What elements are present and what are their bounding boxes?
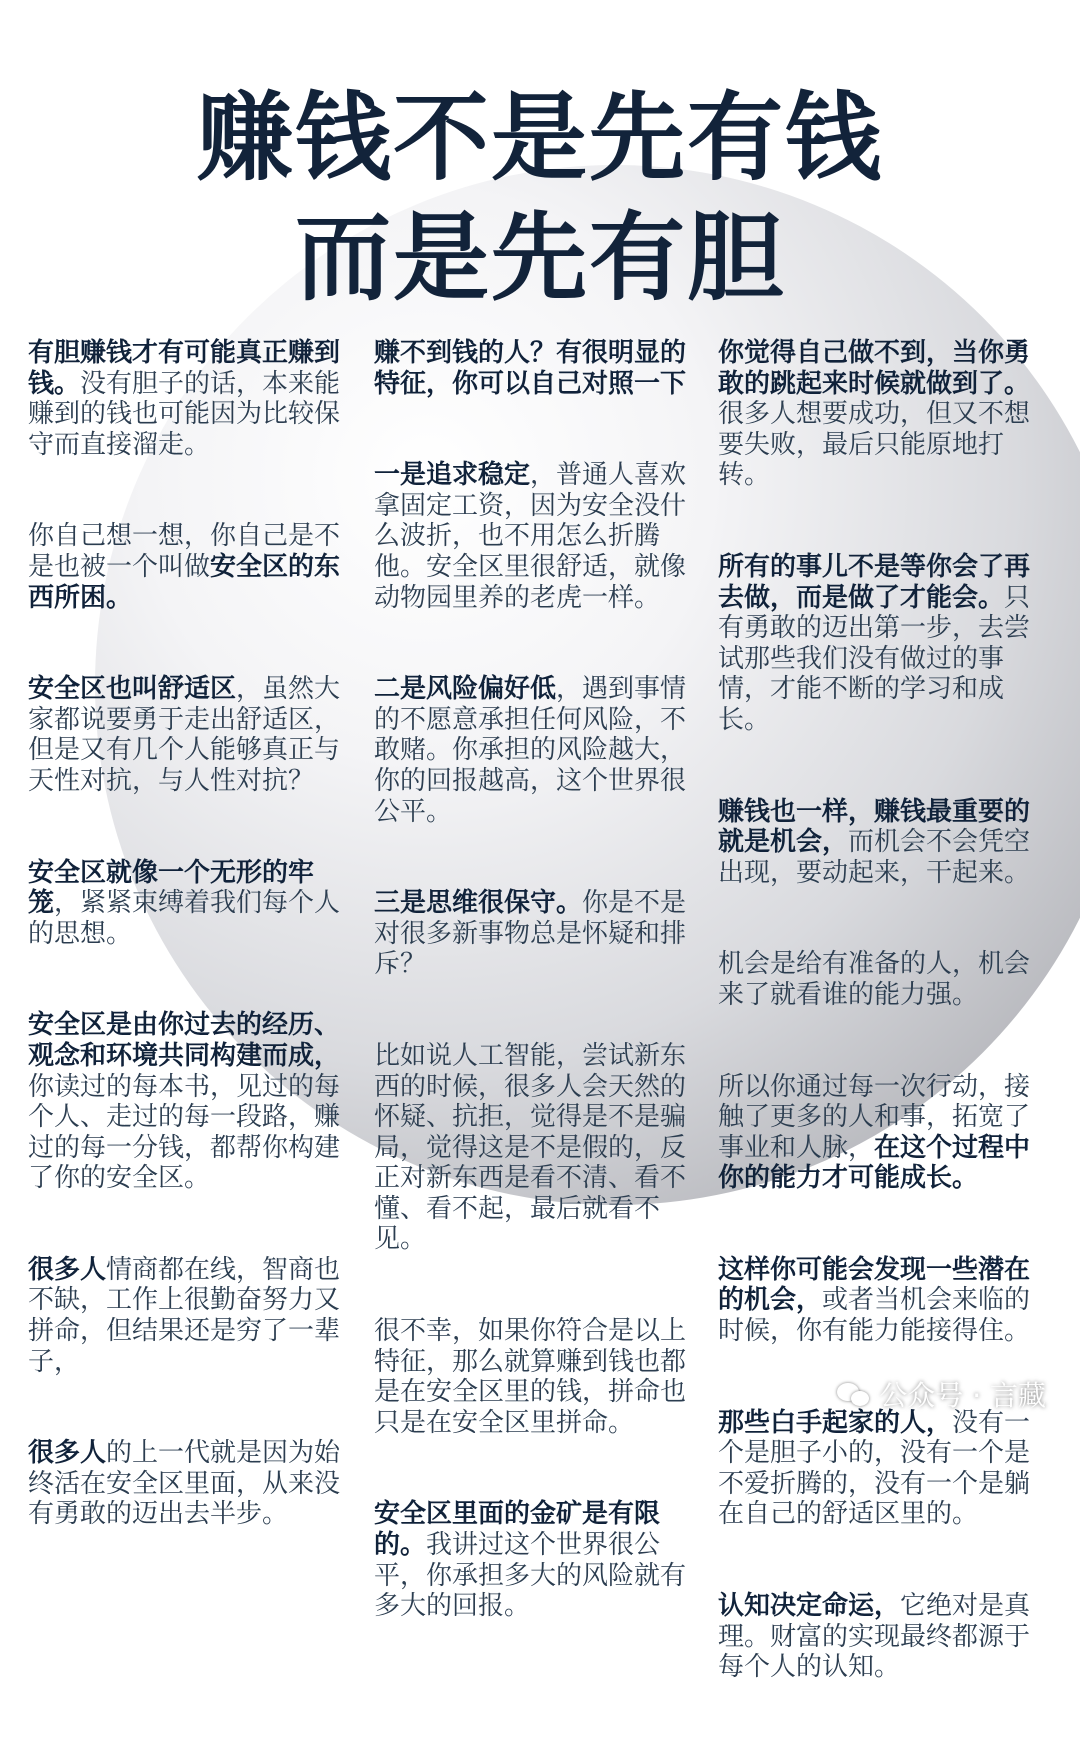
bold-text: 安全区是由你过去的经历、观念和环境共同构建而成， [28,1010,341,1071]
bold-text: 认知决定命运， [718,1591,901,1622]
column-3 [718,338,1048,1744]
body-text: ，普通人喜欢拿固定工资，因为安全没什么波折，也不用怎么折腾他。安全区里很舒适，就像动物园里养的老虎一样。 [374,460,687,613]
paragraph [374,338,694,399]
bold-text: 很多人 [28,1438,107,1469]
body-text: 而机会不会凭空出现，要动起来，干起来。 [718,827,1031,888]
bold-text: 在这个过程中你的能力才可能成长。 [718,1132,1031,1194]
bold-text: 一是追求稳定 [374,460,531,491]
title-line-1: 赚钱不是先有钱 [197,82,883,194]
watermark [837,1374,1046,1414]
bold-text: 二是风险偏好低 [374,674,557,705]
paragraph [28,1255,346,1377]
paragraph [718,797,1048,889]
paragraph [718,552,1048,736]
page-title [0,78,1080,318]
paragraph [28,338,346,460]
paragraph [374,1499,694,1621]
title-line-2: 而是先有胆 [295,202,785,314]
body-text: 你读过的每本书，见过的每个人、走过的每一段路，赚过的每一分钱，都帮你构建了你的安全区。 [28,1071,341,1194]
bold-text: 很多人 [28,1254,107,1285]
wechat-icon [837,1381,871,1407]
bold-text: 赚钱也一样，赚钱最重要的就是机会， [718,796,1031,858]
column-2 [374,338,694,1683]
paragraph [28,521,346,613]
bold-text: 安全区的东西所困。 [28,551,341,613]
paragraph [374,1041,694,1255]
bold-text: 有胆赚钱才有可能真正赚到钱。 [28,338,341,399]
body-text: ，遇到事情的不愿意承担任何风险，不敢赌。你承担的风险越大，你的回报越高，这个世界很公平。 [374,674,687,827]
bold-text: 安全区就像一个无形的牢笼 [28,857,315,919]
body-text: 没有胆子的话，本来能赚到的钱也可能因为比较保守而直接溜走。 [28,368,341,460]
paragraph [718,949,1048,1010]
bold-text: 安全区也叫舒适区 [28,674,237,705]
paragraph [28,1010,346,1194]
paragraph [374,888,694,980]
bold-text: 所有的事儿不是等你会了再去做，而是做了才能会。 [718,551,1031,613]
paragraph [374,460,694,613]
body-text: 你是不是对很多新事物总是怀疑和排斥？ [374,888,687,980]
body-text: ，虽然大家都说要勇于走出舒适区，但是又有几个人能够真正与天性对抗，与人性对抗？ [28,674,341,796]
paragraph [718,1255,1048,1347]
body-text: 所以你通过每一次行动，接触了更多的人和事，拓宽了事业和人脉， [718,1071,1031,1163]
paragraph [718,1591,1048,1683]
body-text: 只有勇敢的迈出第一步，去尝试那些我们没有做过的事情，才能不断的学习和成长。 [718,582,1031,735]
body-text: 很不幸，如果你符合是以上特征，那么就算赚到钱也都是在安全区里的钱，拼命也只是在安全区里拼命。 [374,1316,687,1438]
bold-text: 你觉得自己做不到，当你勇敢的跳起来时候就做到了。 [718,338,1031,399]
body-text: 的上一代就是因为始终活在安全区里面，从来没有勇敢的迈出去半步。 [28,1438,341,1530]
body-text: 比如说人工智能，尝试新东西的时候，很多人会天然的怀疑、抗拒，觉得是不是骗局，觉得这是不是假的，反正对新东西是看不清、看不懂、看不起，最后就看不见。 [374,1040,687,1255]
paragraph [28,858,346,950]
bold-text: 赚不到钱的人？有很明显的特征，你可以自己对照一下 [374,338,687,399]
paragraph [718,1408,1048,1530]
paragraph [28,1438,346,1530]
paragraph [718,338,1048,491]
body-text: 没有一个是胆子小的，没有一个是不爱折腾的，没有一个是躺在自己的舒适区里的。 [718,1407,1031,1530]
body-text: 你自己想一想，你自己是不是也被一个叫做 [28,521,341,582]
watermark-text: 公众号 · 言藏 [879,1379,1046,1412]
paragraph [28,674,346,796]
bold-text: 三是思维很保守。 [374,888,583,919]
body-text: ，紧紧束缚着我们每个人的思想。 [28,888,341,949]
paragraph [374,1316,694,1438]
body-text: 很多人想要成功，但又不想要失败，最后只能原地打转。 [718,399,1031,491]
body-text: 我讲过这个世界很公平，你承担多大的风险就有多大的回报。 [374,1530,687,1622]
bold-text: 这样你可能会发现一些潜在的机会， [718,1254,1031,1316]
body-text: 机会是给有准备的人，机会来了就看谁的能力强。 [718,949,1031,1010]
body-text: 情商都在线，智商也不缺，工作上很勤奋努力又拼命，但结果还是穷了一辈子， [28,1254,341,1377]
bold-text: 安全区里面的金矿是有限的。 [374,1499,661,1561]
column-1 [28,338,346,1591]
body-text: 或者当机会来临的时候，你有能力能接得住。 [718,1285,1031,1347]
body-text: 它绝对是真理。财富的实现最终都源于每个人的认知。 [718,1591,1031,1683]
paragraph [374,674,694,827]
paragraph [718,1072,1048,1194]
bold-text: 那些白手起家的人， [718,1407,953,1438]
